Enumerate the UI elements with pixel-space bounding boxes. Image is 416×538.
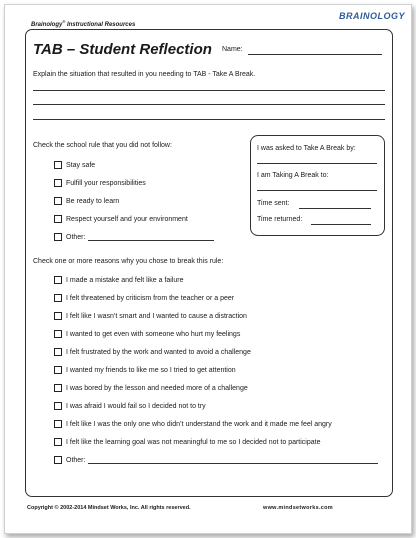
rule-label: Respect yourself and your environment <box>66 215 188 223</box>
reason-checkbox-row[interactable] <box>54 366 236 374</box>
reason-checkbox-row[interactable] <box>54 456 378 464</box>
reason-label: Other: <box>66 456 86 464</box>
publisher-name: Brainology <box>31 22 63 28</box>
reason-label: I made a mistake and felt like a failure <box>66 276 184 284</box>
other-reason-field[interactable] <box>88 456 378 464</box>
reason-label: I felt like the learning goal was not meaningful to me so I decided not to participate <box>66 438 321 446</box>
publisher-header: Brainology® Instructional Resources <box>31 19 136 28</box>
explain-line[interactable] <box>33 90 385 91</box>
reason-checkbox-row[interactable] <box>54 294 234 302</box>
checkbox[interactable] <box>54 294 62 302</box>
checkbox[interactable] <box>54 312 62 320</box>
form-frame <box>25 29 393 497</box>
reason-checkbox-row[interactable] <box>54 402 206 410</box>
reason-label: I felt like I wasn’t smart and I wanted to cause a distraction <box>66 312 247 320</box>
rule-label: Stay safe <box>66 161 96 169</box>
name-label: Name: <box>222 46 243 53</box>
reason-checkbox-row[interactable] <box>54 438 321 446</box>
reason-label: I wanted to get even with someone who hurt my feelings <box>66 330 241 338</box>
rule-checkbox-row[interactable] <box>54 215 188 223</box>
reason-label: I felt like I was the only one who didn’t understand the work and it made me feel angry <box>66 420 332 428</box>
page-title: TAB – Student Reflection <box>33 41 212 58</box>
checkbox[interactable] <box>54 276 62 284</box>
time-sent-label: Time sent: <box>257 200 290 207</box>
reason-checkbox-row[interactable] <box>54 348 251 356</box>
rule-label: Other: <box>66 233 86 241</box>
time-sent-field[interactable] <box>299 208 371 209</box>
other-rule-field[interactable] <box>88 233 214 241</box>
explain-line[interactable] <box>33 119 385 120</box>
reason-checkbox-row[interactable] <box>54 312 247 320</box>
checkbox[interactable] <box>54 179 62 187</box>
checkbox[interactable] <box>54 348 62 356</box>
checkbox[interactable] <box>54 456 62 464</box>
website-link[interactable]: www.mindsetworks.com <box>263 505 333 511</box>
reason-label: I felt frustrated by the work and wanted to avoid a challenge <box>66 348 251 356</box>
taking-break-label: I am Taking A Break to: <box>257 172 329 179</box>
reason-checkbox-row[interactable] <box>54 420 332 428</box>
reason-label: I was bored by the lesson and needed more of a challenge <box>66 384 248 392</box>
reason-checkbox-row[interactable] <box>54 384 248 392</box>
rule-label: Be ready to learn <box>66 197 120 205</box>
asked-by-label: I was asked to Take A Break by: <box>257 145 356 152</box>
rule-label: Fulfill your responsibilities <box>66 179 146 187</box>
checkbox[interactable] <box>54 215 62 223</box>
explain-prompt: Explain the situation that resulted in you needing to TAB - Take A Break. <box>33 71 256 78</box>
checkbox[interactable] <box>54 366 62 374</box>
reason-label: I was afraid I would fail so I decided not to try <box>66 402 206 410</box>
reason-checkbox-row[interactable] <box>54 330 240 338</box>
reason-label: I felt threatened by criticism from the teacher or a peer <box>66 294 235 302</box>
break-details-box <box>250 135 385 236</box>
brainology-logo: BRAINOLOGY <box>339 11 406 21</box>
explain-line[interactable] <box>33 104 385 105</box>
checkbox[interactable] <box>54 233 62 241</box>
worksheet-page <box>4 4 412 534</box>
checkbox[interactable] <box>54 402 62 410</box>
checkbox[interactable] <box>54 384 62 392</box>
asked-by-field[interactable] <box>257 163 377 164</box>
checkbox[interactable] <box>54 197 62 205</box>
reasons-prompt: Check one or more reasons why you chose to break this rule: <box>33 258 224 265</box>
rule-checkbox-row[interactable] <box>54 179 146 187</box>
reason-checkbox-row[interactable] <box>54 276 184 284</box>
time-returned-label: Time returned: <box>257 216 303 223</box>
checkbox[interactable] <box>54 330 62 338</box>
publisher-suffix: Instructional Resources <box>66 22 136 28</box>
rule-checkbox-row[interactable] <box>54 161 95 169</box>
checkbox[interactable] <box>54 420 62 428</box>
copyright-notice: Copyright © 2002-2014 Mindset Works, Inc. All rights reserved. <box>27 505 191 511</box>
checkbox[interactable] <box>54 438 62 446</box>
rule-checkbox-row[interactable] <box>54 233 214 241</box>
checkbox[interactable] <box>54 161 62 169</box>
rule-checkbox-row[interactable] <box>54 197 119 205</box>
rule-prompt: Check the school rule that you did not follow: <box>33 142 172 149</box>
name-field[interactable] <box>248 54 382 55</box>
taking-break-field[interactable] <box>257 190 377 191</box>
time-returned-field[interactable] <box>311 224 371 225</box>
reason-label: I wanted my friends to like me so I tried to get attention <box>66 366 236 374</box>
